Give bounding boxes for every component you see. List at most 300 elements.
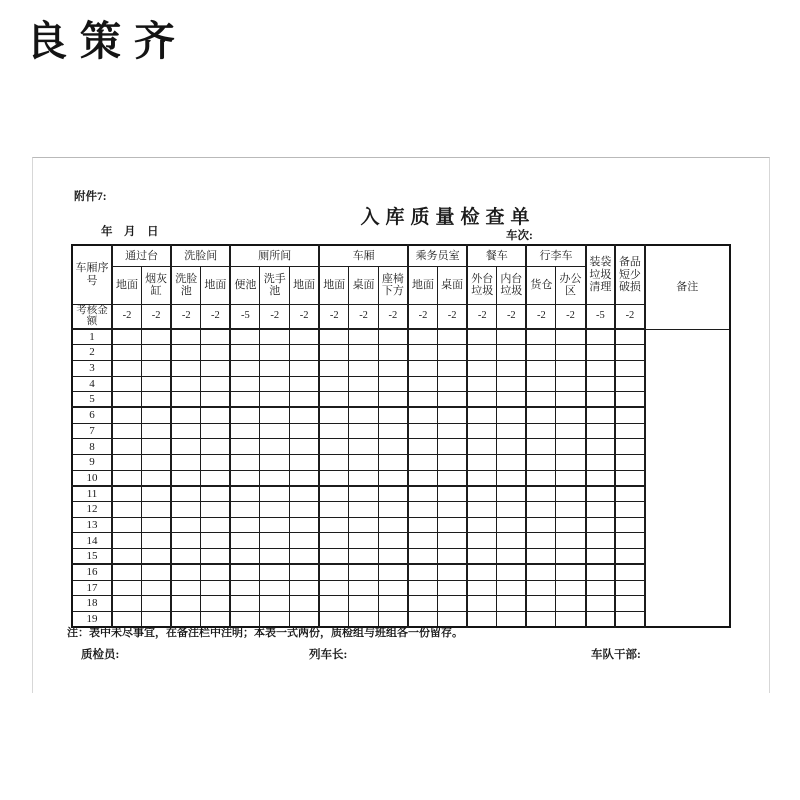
data-cell: [230, 423, 260, 439]
score-cell: -5: [230, 304, 260, 329]
data-cell: [112, 392, 142, 408]
data-cell: [201, 470, 231, 486]
data-cell: [497, 423, 527, 439]
row-number-cell: 11: [72, 486, 112, 502]
group-header: 行李车: [526, 245, 585, 266]
sub-header: 外台垃圾: [467, 266, 497, 304]
data-cell: [112, 517, 142, 533]
data-cell: [290, 517, 320, 533]
data-cell: [526, 470, 556, 486]
data-cell: [230, 564, 260, 580]
group-header: 乘务员室: [408, 245, 467, 266]
data-cell: [586, 564, 616, 580]
data-cell: [556, 423, 586, 439]
data-cell: [497, 564, 527, 580]
data-cell: [586, 611, 616, 627]
data-cell: [556, 611, 586, 627]
score-cell: -2: [260, 304, 290, 329]
data-cell: [408, 470, 438, 486]
data-cell: [497, 533, 527, 549]
data-cell: [349, 596, 379, 612]
data-cell: [408, 423, 438, 439]
data-cell: [467, 345, 497, 361]
data-cell: [615, 533, 645, 549]
data-cell: [260, 580, 290, 596]
row-number-cell: 1: [72, 329, 112, 345]
data-cell: [378, 455, 408, 471]
data-cell: [586, 470, 616, 486]
data-cell: [378, 502, 408, 518]
data-cell: [497, 549, 527, 565]
data-cell: [171, 580, 201, 596]
data-cell: [201, 423, 231, 439]
data-cell: [378, 533, 408, 549]
data-cell: [497, 517, 527, 533]
data-cell: [142, 392, 172, 408]
data-cell: [408, 486, 438, 502]
data-cell: [586, 360, 616, 376]
data-cell: [260, 549, 290, 565]
data-cell: [201, 439, 231, 455]
data-cell: [142, 360, 172, 376]
score-cell: -2: [290, 304, 320, 329]
data-cell: [497, 611, 527, 627]
data-cell: [171, 470, 201, 486]
data-cell: [319, 345, 349, 361]
data-cell: [230, 502, 260, 518]
row-number-cell: 10: [72, 470, 112, 486]
data-cell: [142, 596, 172, 612]
data-cell: [349, 329, 379, 345]
data-cell: [349, 423, 379, 439]
data-cell: [319, 533, 349, 549]
data-cell: [586, 486, 616, 502]
data-cell: [260, 596, 290, 612]
data-cell: [112, 549, 142, 565]
data-cell: [319, 423, 349, 439]
data-cell: [408, 439, 438, 455]
data-cell: [526, 423, 556, 439]
data-cell: [142, 423, 172, 439]
data-cell: [467, 360, 497, 376]
data-cell: [112, 407, 142, 423]
data-cell: [615, 502, 645, 518]
data-cell: [586, 517, 616, 533]
score-cell: -2: [438, 304, 468, 329]
data-cell: [319, 517, 349, 533]
data-cell: [349, 580, 379, 596]
data-cell: [230, 486, 260, 502]
sub-header: 货仓: [526, 266, 556, 304]
scanned-form-page: [32, 157, 770, 693]
data-cell: [378, 360, 408, 376]
data-cell: [201, 596, 231, 612]
data-cell: [201, 455, 231, 471]
data-cell: [586, 533, 616, 549]
data-cell: [349, 439, 379, 455]
data-cell: [112, 502, 142, 518]
data-cell: [467, 376, 497, 392]
data-cell: [378, 549, 408, 565]
data-cell: [260, 470, 290, 486]
data-cell: [497, 376, 527, 392]
row-number-cell: 19: [72, 611, 112, 627]
brand-watermark: 良策齐: [26, 18, 188, 64]
data-cell: [615, 439, 645, 455]
data-cell: [230, 439, 260, 455]
sub-header: 桌面: [349, 266, 379, 304]
data-cell: [467, 533, 497, 549]
data-cell: [349, 360, 379, 376]
score-cell: -2: [497, 304, 527, 329]
row-number-cell: 14: [72, 533, 112, 549]
data-cell: [438, 517, 468, 533]
data-cell: [438, 345, 468, 361]
data-cell: [290, 407, 320, 423]
data-cell: [497, 580, 527, 596]
tall-col-header: 装袋垃圾清理: [586, 245, 616, 304]
data-cell: [142, 407, 172, 423]
sub-header: 洗脸池: [171, 266, 201, 304]
data-cell: [349, 455, 379, 471]
data-cell: [290, 329, 320, 345]
data-cell: [438, 502, 468, 518]
data-cell: [438, 329, 468, 345]
data-cell: [526, 517, 556, 533]
data-cell: [586, 376, 616, 392]
sub-header: 办公区: [556, 266, 586, 304]
data-cell: [586, 423, 616, 439]
data-cell: [526, 611, 556, 627]
data-cell: [378, 439, 408, 455]
data-cell: [526, 345, 556, 361]
data-cell: [349, 407, 379, 423]
data-cell: [556, 533, 586, 549]
data-cell: [378, 596, 408, 612]
data-cell: [142, 376, 172, 392]
data-cell: [526, 392, 556, 408]
inspection-table: [71, 244, 731, 628]
data-cell: [230, 596, 260, 612]
data-cell: [171, 376, 201, 392]
sub-header: 地面: [408, 266, 438, 304]
data-cell: [230, 517, 260, 533]
data-cell: [615, 486, 645, 502]
data-cell: [319, 486, 349, 502]
data-cell: [497, 455, 527, 471]
data-cell: [349, 486, 379, 502]
sub-header: 地面: [290, 266, 320, 304]
score-cell: -2: [171, 304, 201, 329]
data-cell: [230, 549, 260, 565]
data-cell: [290, 533, 320, 549]
data-cell: [615, 392, 645, 408]
row-number-cell: 12: [72, 502, 112, 518]
score-cell: -2: [349, 304, 379, 329]
data-cell: [438, 392, 468, 408]
signature-fleet-cadre: 车队干部:: [591, 649, 641, 661]
data-cell: [408, 517, 438, 533]
data-cell: [230, 345, 260, 361]
score-row-header: 考核金额: [72, 304, 112, 329]
data-cell: [497, 470, 527, 486]
data-cell: [319, 580, 349, 596]
data-cell: [586, 439, 616, 455]
data-cell: [260, 423, 290, 439]
data-cell: [497, 329, 527, 345]
data-cell: [615, 345, 645, 361]
score-cell: -2: [319, 304, 349, 329]
data-cell: [112, 564, 142, 580]
data-cell: [230, 533, 260, 549]
data-cell: [319, 549, 349, 565]
data-cell: [142, 549, 172, 565]
group-header: 车厢: [319, 245, 408, 266]
data-cell: [408, 392, 438, 408]
data-cell: [467, 392, 497, 408]
remarks-header: 备注: [645, 245, 730, 329]
data-cell: [171, 439, 201, 455]
group-header: 餐车: [467, 245, 526, 266]
data-cell: [290, 549, 320, 565]
tall-col-header: 备品短少破损: [615, 245, 645, 304]
data-cell: [438, 407, 468, 423]
data-cell: [526, 329, 556, 345]
score-cell: -2: [378, 304, 408, 329]
data-cell: [438, 533, 468, 549]
data-cell: [171, 423, 201, 439]
data-cell: [230, 455, 260, 471]
data-cell: [615, 329, 645, 345]
data-cell: [290, 596, 320, 612]
score-cell: -2: [556, 304, 586, 329]
data-cell: [556, 455, 586, 471]
data-cell: [319, 439, 349, 455]
data-cell: [615, 407, 645, 423]
data-cell: [260, 486, 290, 502]
group-header: 通过台: [112, 245, 171, 266]
data-cell: [230, 329, 260, 345]
score-cell: -5: [586, 304, 616, 329]
row-number-cell: 4: [72, 376, 112, 392]
data-cell: [497, 502, 527, 518]
sub-header: 桌面: [438, 266, 468, 304]
data-cell: [438, 580, 468, 596]
data-cell: [467, 564, 497, 580]
score-cell: -2: [408, 304, 438, 329]
data-cell: [201, 329, 231, 345]
data-cell: [378, 486, 408, 502]
score-cell: -2: [142, 304, 172, 329]
data-cell: [290, 376, 320, 392]
sub-header: 地面: [319, 266, 349, 304]
data-cell: [467, 596, 497, 612]
data-cell: [467, 423, 497, 439]
data-cell: [378, 329, 408, 345]
data-cell: [438, 470, 468, 486]
data-cell: [556, 470, 586, 486]
data-cell: [349, 517, 379, 533]
data-cell: [526, 596, 556, 612]
data-cell: [408, 502, 438, 518]
data-cell: [260, 392, 290, 408]
data-cell: [408, 455, 438, 471]
data-cell: [349, 470, 379, 486]
data-cell: [290, 564, 320, 580]
data-cell: [438, 455, 468, 471]
sub-header: 座椅下方: [378, 266, 408, 304]
data-cell: [408, 407, 438, 423]
data-cell: [526, 407, 556, 423]
data-cell: [408, 329, 438, 345]
data-cell: [497, 360, 527, 376]
data-cell: [290, 502, 320, 518]
data-cell: [230, 580, 260, 596]
data-cell: [586, 407, 616, 423]
data-cell: [112, 580, 142, 596]
score-cell: -2: [467, 304, 497, 329]
sub-header: 洗手池: [260, 266, 290, 304]
data-cell: [615, 517, 645, 533]
data-cell: [349, 376, 379, 392]
data-cell: [290, 439, 320, 455]
data-cell: [467, 502, 497, 518]
data-cell: [586, 329, 616, 345]
remarks-cell: [645, 329, 730, 627]
data-cell: [201, 392, 231, 408]
data-cell: [615, 360, 645, 376]
data-cell: [112, 423, 142, 439]
sub-header: 烟灰缸: [142, 266, 172, 304]
data-cell: [201, 549, 231, 565]
row-number-cell: 7: [72, 423, 112, 439]
data-cell: [201, 580, 231, 596]
data-cell: [230, 376, 260, 392]
data-cell: [142, 439, 172, 455]
data-cell: [319, 407, 349, 423]
data-cell: [615, 596, 645, 612]
data-cell: [171, 564, 201, 580]
data-cell: [378, 376, 408, 392]
row-number-cell: 9: [72, 455, 112, 471]
data-cell: [586, 549, 616, 565]
data-cell: [526, 455, 556, 471]
data-cell: [408, 360, 438, 376]
data-cell: [260, 360, 290, 376]
data-cell: [349, 564, 379, 580]
data-cell: [556, 596, 586, 612]
data-cell: [586, 502, 616, 518]
data-cell: [230, 407, 260, 423]
row-number-cell: 5: [72, 392, 112, 408]
data-cell: [556, 549, 586, 565]
sub-header: 地面: [201, 266, 231, 304]
data-cell: [142, 517, 172, 533]
data-cell: [615, 611, 645, 627]
sub-header: 便池: [230, 266, 260, 304]
row-number-cell: 2: [72, 345, 112, 361]
data-cell: [467, 611, 497, 627]
data-cell: [526, 502, 556, 518]
data-cell: [201, 345, 231, 361]
data-cell: [112, 470, 142, 486]
data-cell: [230, 360, 260, 376]
data-cell: [201, 517, 231, 533]
data-cell: [349, 549, 379, 565]
data-cell: [171, 360, 201, 376]
data-cell: [497, 407, 527, 423]
data-cell: [319, 470, 349, 486]
data-cell: [438, 564, 468, 580]
data-cell: [171, 329, 201, 345]
data-cell: [467, 517, 497, 533]
data-cell: [319, 329, 349, 345]
data-cell: [349, 533, 379, 549]
row-number-cell: 13: [72, 517, 112, 533]
data-cell: [615, 470, 645, 486]
data-cell: [378, 392, 408, 408]
data-cell: [319, 455, 349, 471]
data-cell: [526, 439, 556, 455]
data-cell: [556, 517, 586, 533]
data-cell: [467, 455, 497, 471]
data-cell: [201, 360, 231, 376]
data-cell: [556, 564, 586, 580]
data-cell: [408, 549, 438, 565]
data-cell: [171, 392, 201, 408]
data-cell: [171, 407, 201, 423]
data-cell: [142, 470, 172, 486]
row-number-cell: 15: [72, 549, 112, 565]
attachment-label: 附件7:: [74, 191, 107, 203]
data-cell: [467, 470, 497, 486]
data-cell: [260, 407, 290, 423]
sub-header: 内台垃圾: [497, 266, 527, 304]
data-cell: [142, 345, 172, 361]
data-cell: [438, 549, 468, 565]
data-cell: [349, 392, 379, 408]
group-header: 厕所间: [230, 245, 319, 266]
data-cell: [171, 596, 201, 612]
data-cell: [260, 439, 290, 455]
data-cell: [408, 533, 438, 549]
row-number-cell: 16: [72, 564, 112, 580]
data-cell: [260, 345, 290, 361]
data-cell: [290, 470, 320, 486]
data-cell: [201, 533, 231, 549]
data-cell: [526, 549, 556, 565]
data-cell: [290, 486, 320, 502]
data-cell: [586, 392, 616, 408]
data-cell: [556, 392, 586, 408]
data-cell: [171, 533, 201, 549]
data-cell: [201, 407, 231, 423]
data-cell: [378, 345, 408, 361]
data-cell: [526, 564, 556, 580]
data-cell: [230, 392, 260, 408]
data-cell: [142, 533, 172, 549]
data-cell: [142, 329, 172, 345]
data-cell: [497, 596, 527, 612]
score-cell: -2: [526, 304, 556, 329]
data-cell: [615, 580, 645, 596]
data-cell: [497, 439, 527, 455]
data-cell: [378, 423, 408, 439]
data-cell: [556, 439, 586, 455]
data-cell: [171, 455, 201, 471]
data-cell: [467, 329, 497, 345]
data-cell: [112, 596, 142, 612]
